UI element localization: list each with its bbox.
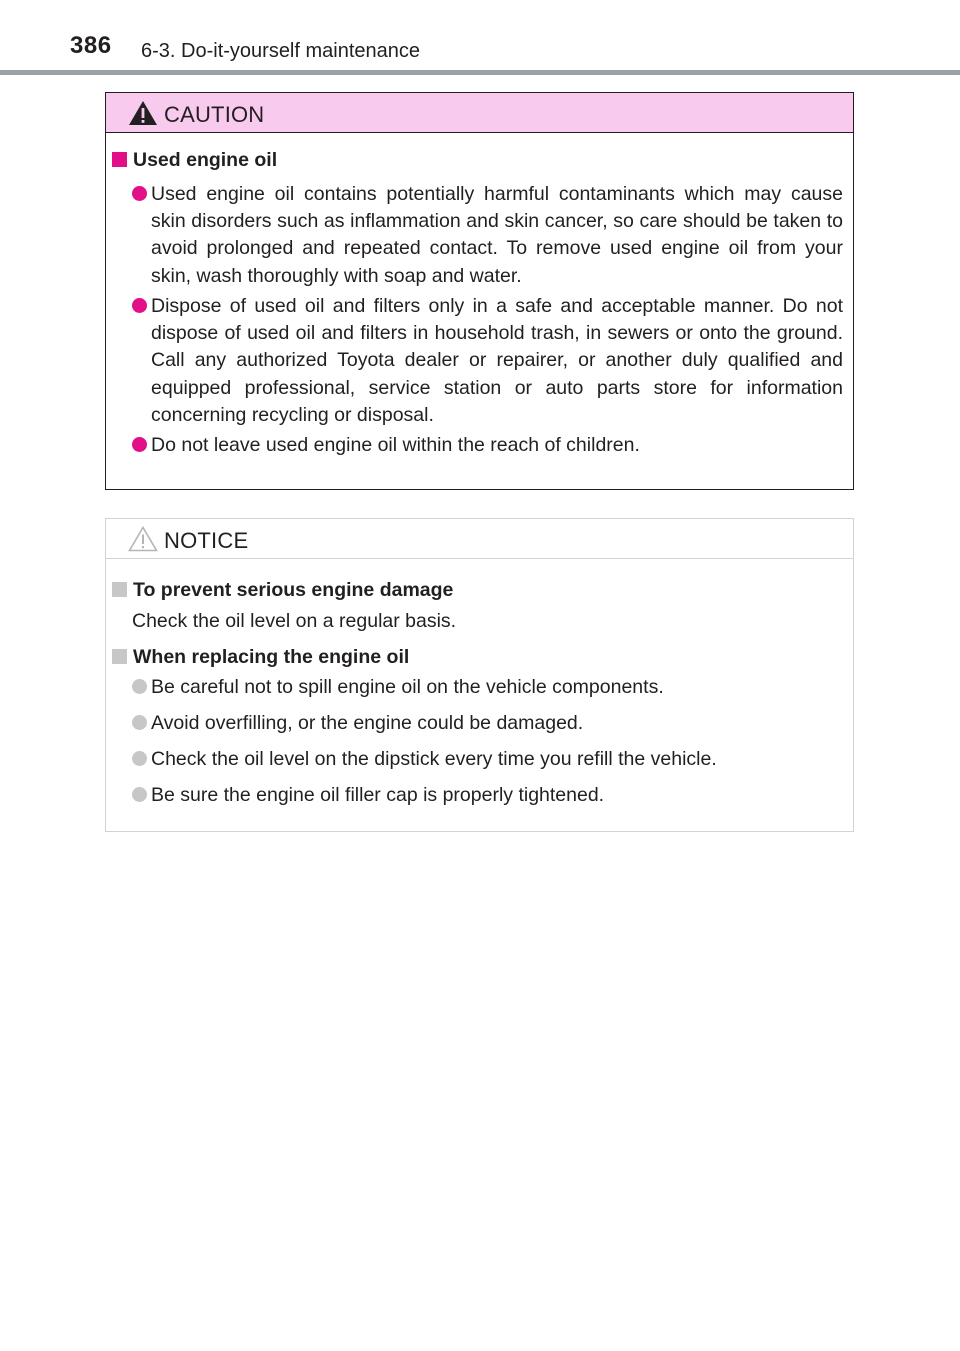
notice-heading [112, 577, 453, 603]
caution-bullet-text: Do not leave used engine oil within the reach of children. [151, 434, 640, 456]
caution-header [106, 93, 853, 133]
round-bullet-icon [132, 186, 147, 201]
notice-bullet-text: Be careful not to spill engine oil on the vehicle components. [151, 676, 664, 698]
notice-text: Check the oil level on a regular basis. [132, 610, 457, 632]
notice-heading-text: To prevent serious engine damage [133, 579, 454, 601]
warning-triangle-outline-icon [128, 526, 158, 552]
header-rule [0, 70, 960, 75]
notice-bullet-text: Check the oil level on the dipstick every time you refill the vehicle. [151, 748, 717, 770]
notice-bullet-text: Be sure the engine oil filler cap is properly tightened. [151, 784, 605, 806]
warning-triangle-icon [128, 100, 158, 126]
caution-bullet [132, 293, 843, 429]
caution-title: CAUTION [164, 102, 265, 127]
round-bullet-icon [132, 715, 147, 730]
caution-bullet [132, 432, 843, 459]
notice-heading-text: When replacing the engine oil [133, 646, 410, 668]
caution-box [105, 92, 854, 490]
caution-heading [112, 147, 277, 173]
caution-bullet-text: Used engine oil contains potentially harmful contaminants which may cause skin disorders such as inflammation and skin cancer, so care should be taken to avoid prolonged and repeated contact. To remove used engine oil from your skin, wash thoroughly with soap and water. [151, 183, 843, 287]
round-bullet-icon [132, 679, 147, 694]
caution-bullet [132, 181, 843, 290]
notice-bullet-text: Avoid overfilling, or the engine could be damaged. [151, 712, 584, 734]
page-header [0, 0, 960, 76]
notice-heading [112, 644, 409, 670]
square-bullet-icon [112, 152, 127, 167]
notice-bullet [132, 746, 843, 773]
page-number: 386 [70, 32, 112, 59]
round-bullet-icon [132, 751, 147, 766]
notice-title: NOTICE [164, 528, 249, 553]
round-bullet-icon [132, 298, 147, 313]
caution-heading-text: Used engine oil [133, 149, 278, 171]
notice-bullet [132, 674, 843, 701]
square-bullet-icon [112, 649, 127, 664]
square-bullet-icon [112, 582, 127, 597]
round-bullet-icon [132, 787, 147, 802]
notice-box [105, 518, 854, 832]
notice-bullet [132, 710, 843, 737]
notice-bullet [132, 782, 843, 809]
caution-bullet-text: Dispose of used oil and filters only in a safe and acceptable manner. Do not dispose of used oil and filters in household trash, in sewers or onto the ground. Call any authorized Toyota dealer or repairer, or another duly qualified and equipped professional, service station or auto parts store for information concerning recycling or disposal. [151, 295, 843, 426]
round-bullet-icon [132, 437, 147, 452]
section-title: 6-3. Do-it-yourself maintenance [141, 40, 421, 62]
notice-header [106, 519, 853, 559]
